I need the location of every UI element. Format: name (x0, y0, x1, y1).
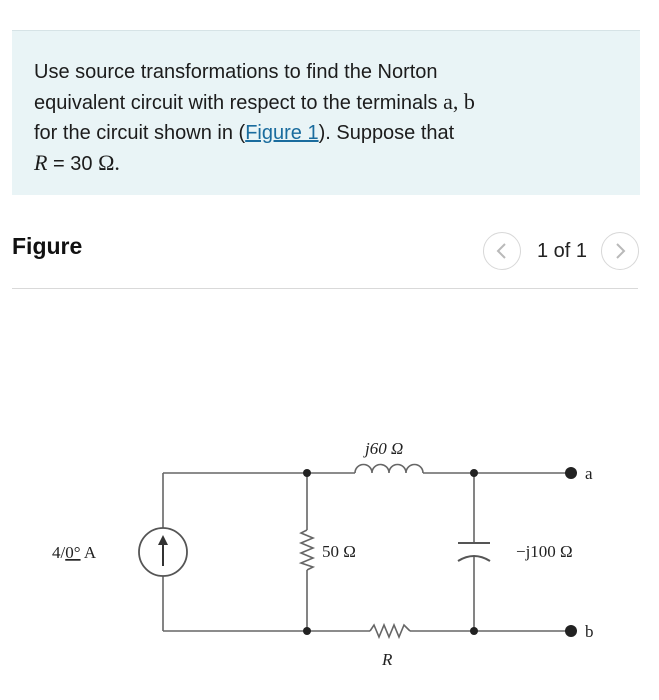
divider (12, 288, 638, 289)
node-dot (303, 469, 311, 477)
terminal-a-dot (565, 467, 577, 479)
resistor-50-label: 50 Ω (322, 542, 356, 561)
r-label: R (382, 650, 393, 669)
previous-figure-button[interactable] (483, 232, 521, 270)
problem-statement-panel (12, 30, 640, 195)
figure-pager (483, 232, 639, 270)
figure-heading: Figure (12, 233, 83, 259)
inductor-j60 (355, 465, 423, 474)
source-label: 4/0° A (52, 543, 97, 562)
terminal-b-label: b (585, 622, 594, 641)
figure-link[interactable]: Figure 1 (245, 122, 319, 144)
terminal-a-label: a (585, 464, 593, 483)
r-equals: = 30 (47, 153, 99, 175)
terminal-b-dot (565, 625, 577, 637)
node-dot (303, 627, 311, 635)
problem-line-3: for the circuit shown in ( (34, 122, 246, 144)
r-variable: R (34, 150, 48, 175)
capacitor-label: −j100 Ω (516, 542, 573, 561)
next-figure-button[interactable] (601, 232, 639, 270)
node-dot (470, 627, 478, 635)
circuit-diagram (0, 400, 659, 700)
current-source (139, 528, 187, 576)
inductor-label: j60 Ω (365, 439, 404, 458)
chevron-right-icon (613, 242, 627, 260)
node-dot (470, 469, 478, 477)
r-unit: Ω. (98, 150, 120, 175)
problem-text (34, 57, 620, 179)
terminals-label: a, b (443, 89, 475, 114)
problem-line-3-post: ). Suppose that (318, 122, 455, 144)
page-indicator: 1 of 1 (536, 239, 587, 262)
problem-line-1: Use source transformations to find the Norton (34, 61, 438, 83)
resistor-50-ohm (301, 530, 313, 570)
chevron-left-icon (495, 242, 509, 260)
resistor-r (370, 625, 410, 637)
problem-line-2: equivalent circuit with respect to the terminals (34, 92, 444, 114)
